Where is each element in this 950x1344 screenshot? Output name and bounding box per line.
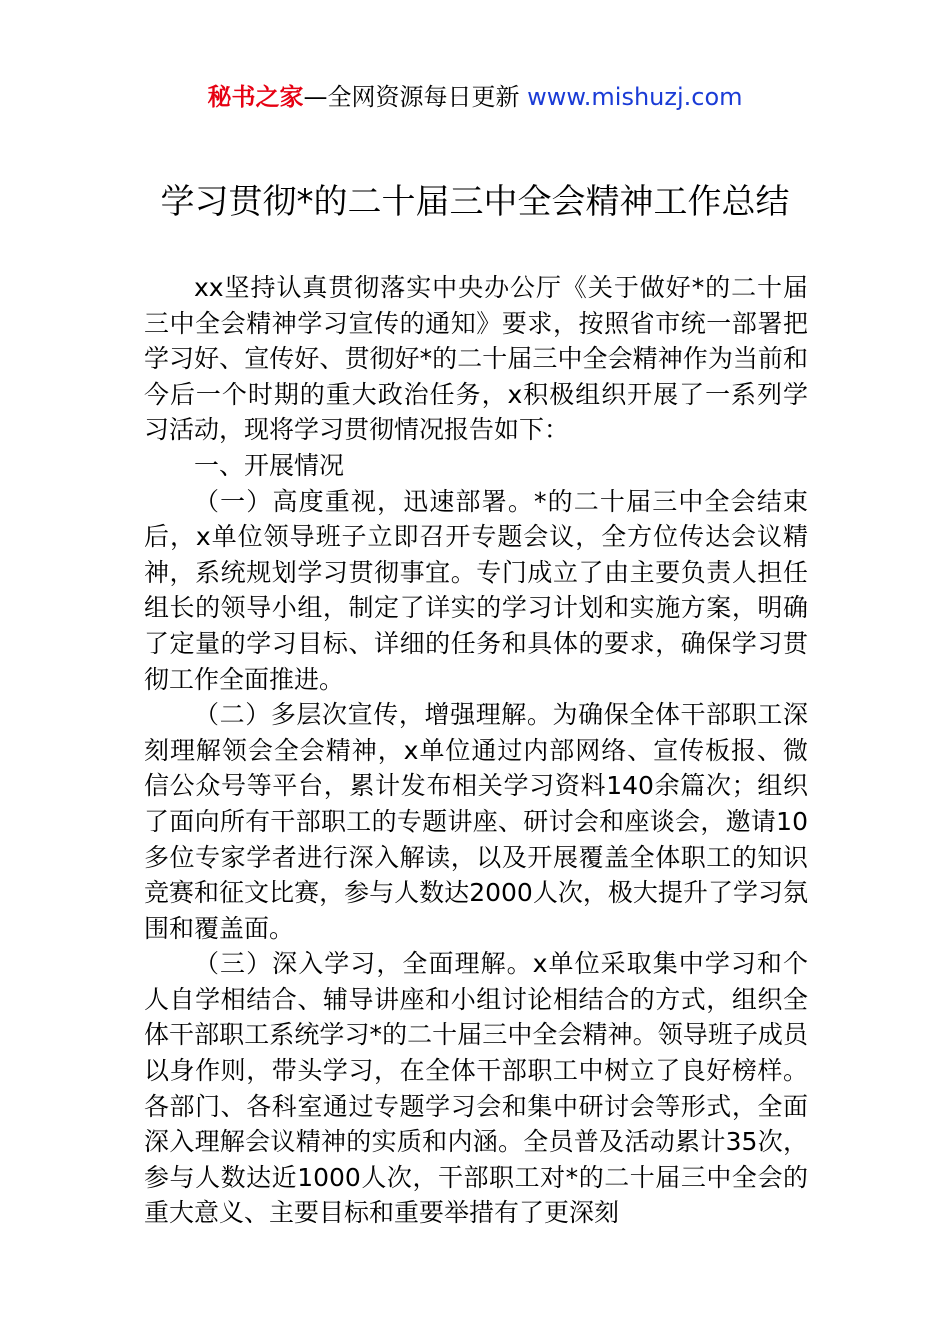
document-title: 学习贯彻*的二十届三中全会精神工作总结: [160, 182, 790, 222]
brand-name: 秘书之家: [207, 83, 304, 111]
site-slogan: —全网资源每日更新: [303, 83, 528, 111]
document-body: [144, 270, 808, 1231]
body-paragraph-2: （二）多层次宣传，增强理解。为确保全体干部职工深刻理解领会全会精神，x单位通过内部网络、宣传板报、微信公众号等平台，累计发布相关学习资料140余篇次；组织了面向所有干部职工的专题讲座、研讨会和座谈会，邀请10多位专家学者进行深入解读，以及开展覆盖全体职工的知识竞赛和征文比赛，参与人数达2000人次，极大提升了学习氛围和覆盖面。: [144, 700, 808, 943]
body-paragraph-3: （三）深入学习，全面理解。x单位采取集中学习和个人自学相结合、辅导讲座和小组讨论相结合的方式，组织全体干部职工系统学习*的二十届三中全会精神。领导班子成员以身作则，带头学习，在全体干部职工中树立了良好榜样。各部门、各科室通过专题学习会和集中研讨会等形式，全面深入理解会议精神的实质和内涵。全员普及活动累计35次，参与人数达近1000人次，干部职工对*的二十届三中全会的重大意义、主要目标和重要举措有了更深刻: [144, 949, 808, 1228]
section-heading: 一、开展情况: [194, 450, 345, 480]
site-header-banner: [0, 80, 950, 114]
site-url-link[interactable]: www.mishuzj.com: [527, 83, 743, 111]
intro-paragraph: xx坚持认真贯彻落实中央办公厅《关于做好*的二十届三中全会精神学习宣传的通知》要求，按照省市统一部署把学习好、宣传好、贯彻好*的二十届三中全会精神作为当前和今后一个时期的重大政治任务，x积极组织开展了一系列学习活动，现将学习贯彻情况报告如下：: [144, 273, 808, 445]
body-paragraph-1: （一）高度重视，迅速部署。*的二十届三中全会结束后，x单位领导班子立即召开专题会议，全方位传达会议精神，系统规划学习贯彻事宜。专门成立了由主要负责人担任组长的领导小组，制定了详实的学习计划和实施方案，明确了定量的学习目标、详细的任务和具体的要求，确保学习贯彻工作全面推进。: [144, 486, 808, 694]
